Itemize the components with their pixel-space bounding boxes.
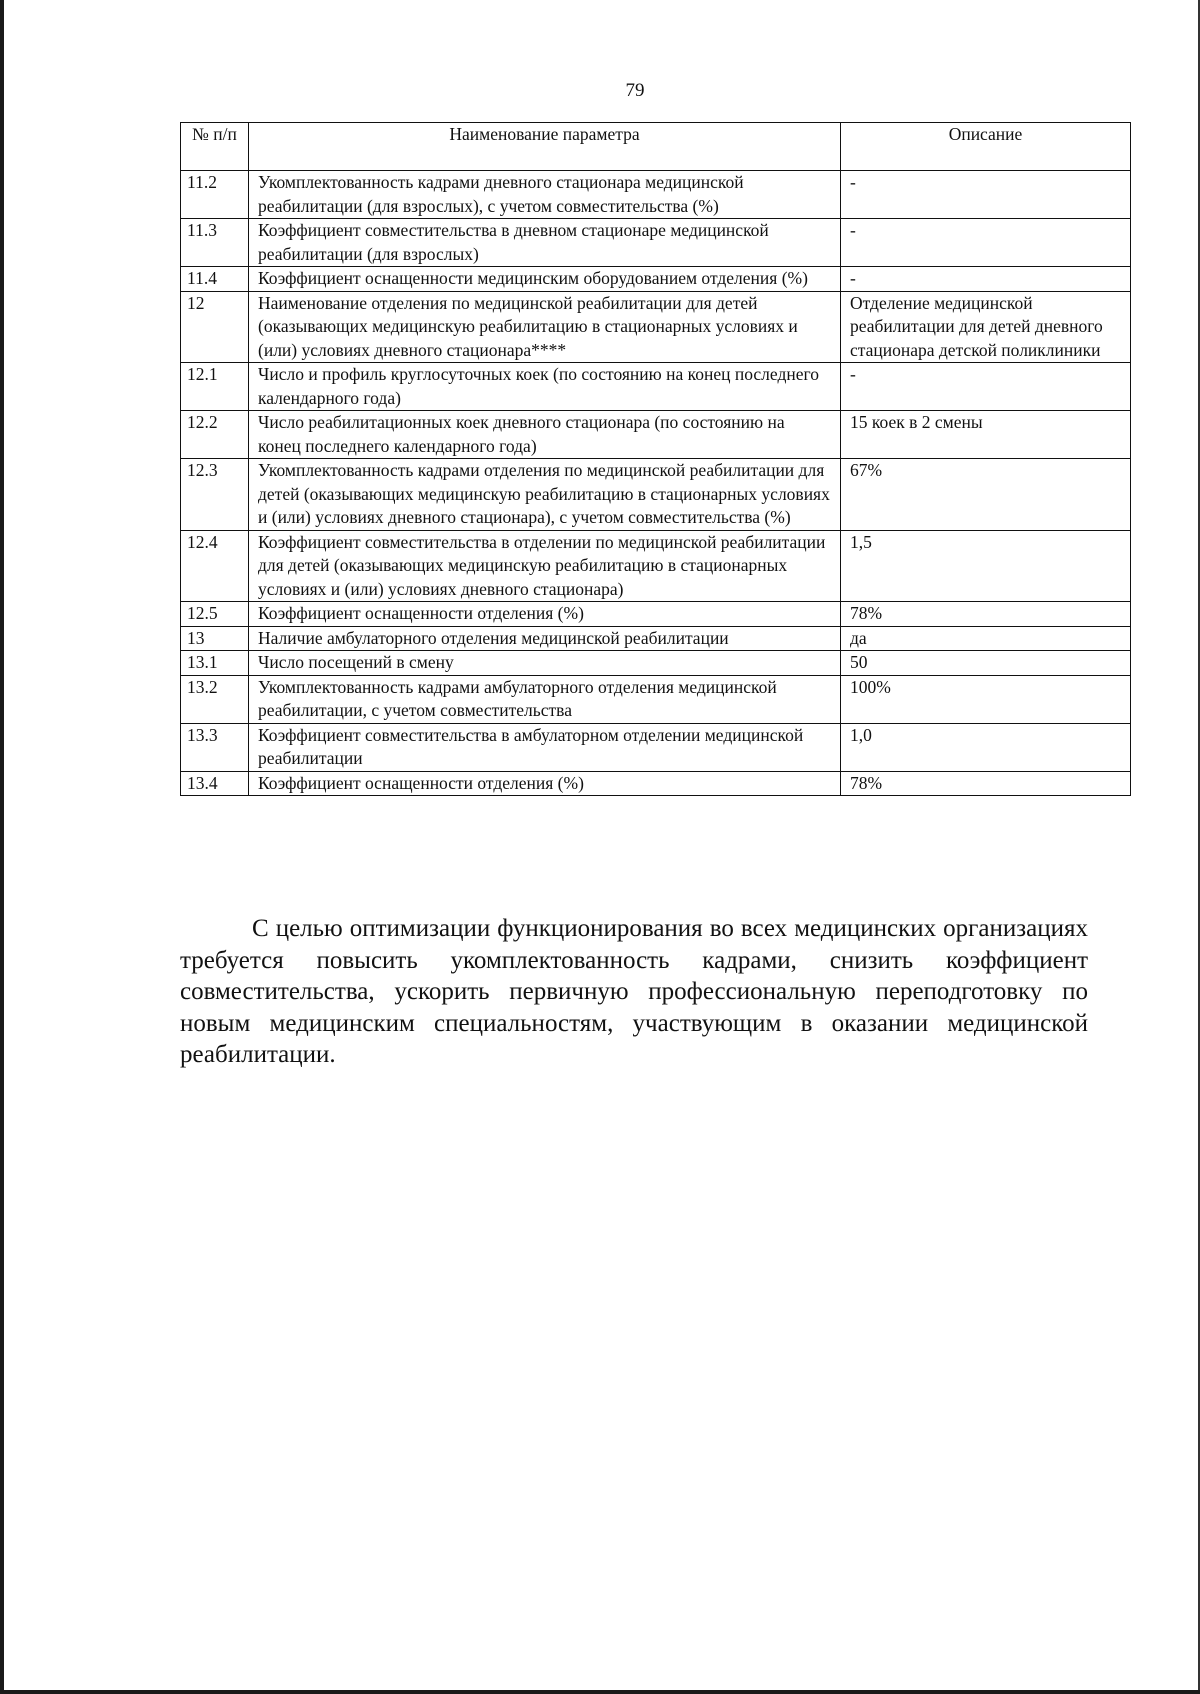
row-description: 15 коек в 2 смены (841, 411, 1131, 459)
scan-edge-left (0, 0, 4, 1694)
row-parameter-name: Укомплектованность кадрами амбулаторного отделения медицинской реабилитации, с учетом совместительства (249, 675, 841, 723)
row-description: 100% (841, 675, 1131, 723)
table-row (181, 675, 1131, 723)
table-row (181, 626, 1131, 651)
row-number: 13.3 (181, 723, 249, 771)
row-description: - (841, 219, 1131, 267)
row-description: да (841, 626, 1131, 651)
row-number: 12.2 (181, 411, 249, 459)
row-number: 13.4 (181, 771, 249, 796)
row-parameter-name: Коэффициент оснащенности отделения (%) (249, 771, 841, 796)
table-row (181, 291, 1131, 363)
row-description: 1,5 (841, 530, 1131, 602)
row-number: 12 (181, 291, 249, 363)
row-number: 11.4 (181, 267, 249, 292)
row-number: 11.3 (181, 219, 249, 267)
row-description: 1,0 (841, 723, 1131, 771)
table-row (181, 602, 1131, 627)
row-parameter-name: Укомплектованность кадрами дневного стационара медицинской реабилитации (для взрослых), с учетом совместительства (%) (249, 171, 841, 219)
row-parameter-name: Число и профиль круглосуточных коек (по состоянию на конец последнего календарного года) (249, 363, 841, 411)
row-parameter-name: Коэффициент совместительства в амбулаторном отделении медицинской реабилитации (249, 723, 841, 771)
row-number: 13.2 (181, 675, 249, 723)
table-row (181, 723, 1131, 771)
row-number: 12.1 (181, 363, 249, 411)
page-number: 79 (625, 80, 645, 101)
row-parameter-name: Коэффициент оснащенности отделения (%) (249, 602, 841, 627)
row-parameter-name: Наличие амбулаторного отделения медицинской реабилитации (249, 626, 841, 651)
row-description: Отделение медицинской реабилитации для детей дневного стационара детской поликлиники (841, 291, 1131, 363)
table-row (181, 411, 1131, 459)
table-row (181, 459, 1131, 531)
row-parameter-name: Коэффициент совместительства в дневном стационаре медицинской реабилитации (для взрослых) (249, 219, 841, 267)
row-number: 12.5 (181, 602, 249, 627)
row-number: 12.3 (181, 459, 249, 531)
scan-edge-bottom (0, 1690, 1200, 1694)
row-description: 50 (841, 651, 1131, 676)
row-number: 13 (181, 626, 249, 651)
table-row (181, 363, 1131, 411)
header-description: Описание (841, 123, 1131, 171)
header-parameter-name: Наименование параметра (249, 123, 841, 171)
table-row (181, 171, 1131, 219)
parameters-table (180, 122, 1131, 796)
table-header-row (181, 123, 1131, 171)
table-row (181, 267, 1131, 292)
row-parameter-name: Укомплектованность кадрами отделения по медицинской реабилитации для детей (оказывающих медицинскую реабилитацию в стационарных условиях и (или) условиях дневного стационара), с учетом совместительства (%) (249, 459, 841, 531)
row-number: 11.2 (181, 171, 249, 219)
row-description: - (841, 267, 1131, 292)
row-parameter-name: Наименование отделения по медицинской реабилитации для детей (оказывающих медицинскую реабилитацию в стационарных условиях и (или) условиях дневного стационара**** (249, 291, 841, 363)
row-parameter-name: Число реабилитационных коек дневного стационара (по состоянию на конец последнего календарного года) (249, 411, 841, 459)
row-number: 12.4 (181, 530, 249, 602)
header-number: № п/п (181, 123, 249, 171)
table-row (181, 530, 1131, 602)
row-description: - (841, 171, 1131, 219)
row-number: 13.1 (181, 651, 249, 676)
body-paragraph: С целью оптимизации функционирования во всех медицинских организациях требуется повысить укомплектованность кадрами, снизить коэффициент совместительства, ускорить первичную профессиональную переподготовку по новым медицинским специальностям, участвующим в оказании медицинской реабилитации. (180, 915, 1088, 1068)
row-parameter-name: Коэффициент совместительства в отделении по медицинской реабилитации для детей (оказывающих медицинскую реабилитацию в стационарных условиях и (или) условиях дневного стационара) (249, 530, 841, 602)
row-parameter-name: Число посещений в смену (249, 651, 841, 676)
table-row (181, 771, 1131, 796)
table-row (181, 219, 1131, 267)
row-description: - (841, 363, 1131, 411)
row-description: 67% (841, 459, 1131, 531)
table-row (181, 651, 1131, 676)
row-description: 78% (841, 771, 1131, 796)
row-parameter-name: Коэффициент оснащенности медицинским оборудованием отделения (%) (249, 267, 841, 292)
row-description: 78% (841, 602, 1131, 627)
